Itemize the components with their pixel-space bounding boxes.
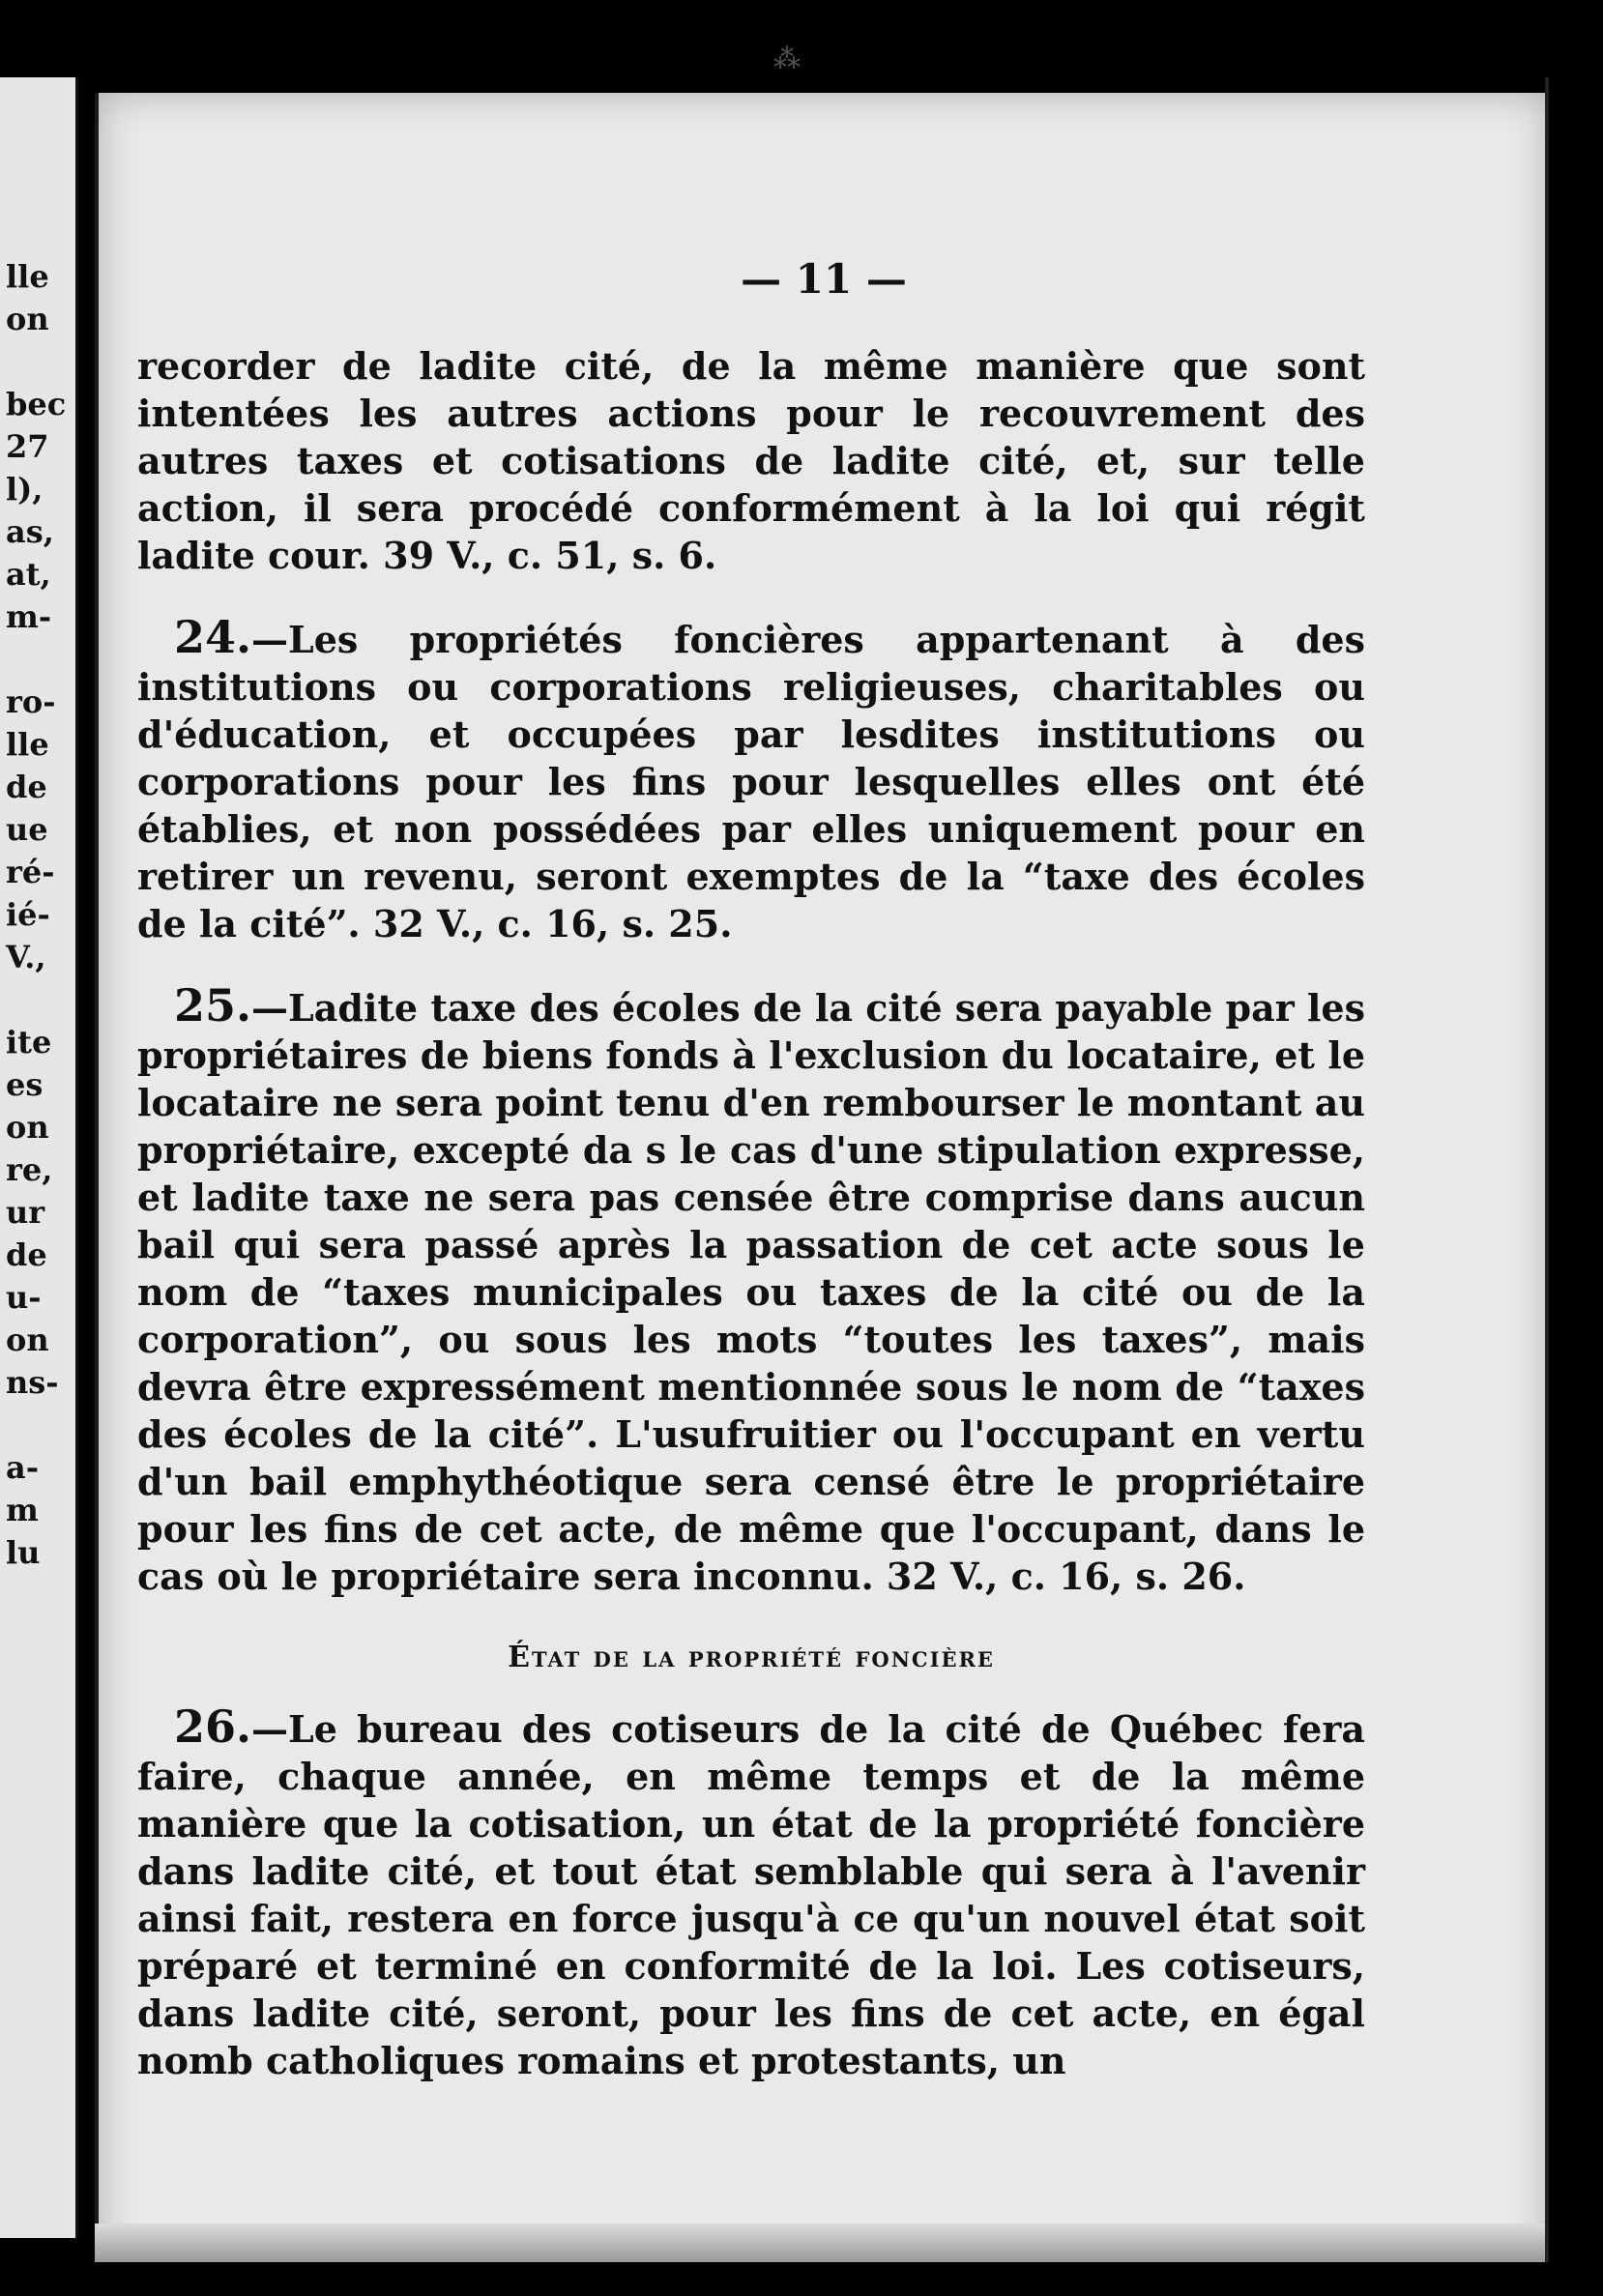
section-text: —Les propriétés foncières appartenant à des institutions ou corporations religieuses, charitables ou d'éducation, et occupées par lesdites institutions ou corporations pour les fins pour lesquelles elles ont été établies, et non possédées par elles uniquement pour en retirer un revenu, seront exemptes de la “taxe des écoles de la cité”. 32 V., c. 16, s. 25. — [137, 618, 1365, 945]
margin-fragment: ré- — [6, 854, 55, 890]
section-25 — [137, 979, 1365, 1600]
margin-fragment: lu — [6, 1534, 41, 1571]
margin-fragment: l), — [6, 471, 44, 508]
main-page — [95, 93, 1549, 2262]
margin-fragment: de — [6, 769, 47, 805]
margin-fragment: es — [6, 1066, 44, 1103]
top-ink-mark: ⁂ — [773, 43, 801, 74]
left-page-edge — [0, 77, 78, 2238]
section-number: 24. — [174, 611, 252, 663]
margin-fragment: lle — [6, 726, 49, 763]
margin-fragment: 27 — [6, 428, 49, 465]
margin-fragment: re, — [6, 1151, 53, 1188]
continued-paragraph: recorder de ladite cité, de la même manière que sont intentées les autres actions pour le recouvrement des autres taxes et cotisations de ladite cité, et, sur telle action, il sera procédé conformément à la loi qui régit ladite cour. 39 V., c. 51, s. 6. — [137, 344, 1365, 577]
margin-fragment: m- — [6, 598, 52, 635]
section-number: 26. — [174, 1700, 252, 1753]
margin-fragment: bec — [6, 386, 67, 422]
margin-fragment: as, — [6, 513, 54, 550]
section-24 — [137, 611, 1365, 947]
margin-fragment: ite — [6, 1024, 52, 1061]
margin-fragment: u- — [6, 1279, 42, 1316]
margin-fragment: V., — [6, 939, 46, 975]
margin-fragment: m — [6, 1492, 39, 1528]
margin-fragment: on — [6, 301, 49, 337]
section-26 — [137, 1700, 1365, 2084]
margin-fragment: ur — [6, 1194, 45, 1231]
margin-fragment: ns- — [6, 1364, 59, 1401]
text-block — [137, 342, 1365, 2084]
margin-fragment: on — [6, 1322, 49, 1358]
section-text: —Le bureau des cotiseurs de la cité de Québec fera faire, chaque année, en même temps et de la même manière que la cotisation, un état de la propriété foncière dans ladite cité, et tout état semblable qui sera à l'avenir ainsi fait, restera en force jusqu'à ce qu'un nouvel état soit préparé et terminé en conformité de la loi. Les cotiseurs, dans ladite cité, seront, pour les fins de cet acte, en égal nomb catholiques romains et protestants, un — [137, 1707, 1365, 2082]
margin-fragment: de — [6, 1236, 47, 1273]
margin-fragment: at, — [6, 556, 51, 593]
page-number: — 11 — — [741, 255, 907, 303]
section-heading: État de la propriété foncière — [508, 1641, 995, 1674]
margin-fragment: ue — [6, 811, 48, 848]
page-bottom-shadow — [95, 2223, 1545, 2262]
section-text: —Ladite taxe des écoles de la cité sera payable par les propriétaires de biens fonds à l'exclusion du locataire, et le locataire ne sera point tenu d'en rembourser le montant au propriétaire, excepté da s le cas d'une stipulation expresse, et ladite taxe ne sera pas censée être comprise dans aucun bail qui sera passé après la passation de cet acte sous le nom de “taxes municipales ou taxes de la cité ou de la corporation”, ou sous les mots “toutes les taxes”, mais devra être expressément mentionnée sous le nom de “taxes des écoles de la cité”. L'usufruitier ou l'occupant en vertu d'un bail emphythéotique sera censé être le propriétaire pour les fins de cet acte, de même que l'occupant, dans le cas où le propriétaire sera inconnu. 32 V., c. 16, s. 26. — [137, 986, 1365, 1598]
margin-fragment: a- — [6, 1449, 40, 1486]
margin-fragment: ro- — [6, 683, 56, 720]
page-right-edge — [1545, 77, 1549, 2262]
margin-fragment: ié- — [6, 896, 50, 933]
margin-fragment: on — [6, 1109, 49, 1146]
section-number: 25. — [174, 979, 252, 1032]
margin-fragment: lle — [6, 258, 49, 295]
